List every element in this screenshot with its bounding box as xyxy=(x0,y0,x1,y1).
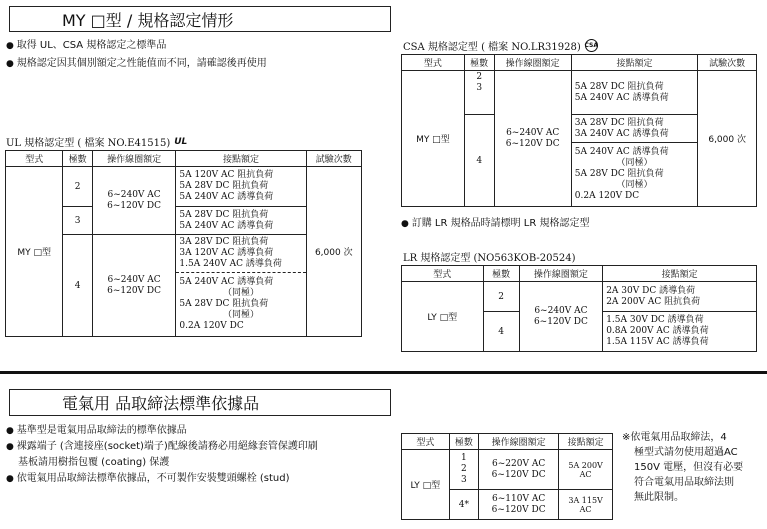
csa-mark-icon: CSA xyxy=(585,39,598,52)
table-header: 極數 xyxy=(464,55,494,71)
ul-caption xyxy=(6,134,187,149)
footnote-line: ※依電氣用品取締法，4 xyxy=(622,432,727,443)
footnote-line: 極型式請勿使用超過AC xyxy=(634,447,738,458)
tests-cell: 6,000 次 xyxy=(698,71,757,207)
contact-line: 3A 28V DC 阻抗負荷 xyxy=(179,237,269,247)
table-header: 型式 xyxy=(402,266,484,282)
contact-cell xyxy=(176,235,306,273)
poles-line: 3 xyxy=(461,475,467,485)
coil-line: 6~120V DC xyxy=(505,138,560,149)
ul-table xyxy=(5,150,362,337)
contact-line: 3A 28V DC 阻抗負荷 xyxy=(574,117,664,128)
coil-line: 6~120V DC xyxy=(491,504,546,515)
contact-cell xyxy=(571,143,698,207)
coil-line: 6~240V AC xyxy=(534,305,588,316)
table-header: 接點額定 xyxy=(176,151,306,167)
contact-line: 2A 30V DC 誘導負荷 xyxy=(606,285,696,296)
contact-line: 5A 120V AC 阻抗負荷 xyxy=(179,170,274,180)
contact-line: 5A 240V AC 誘導負荷 xyxy=(179,220,274,231)
csa-caption-text: CSA 規格認定型 ( 檔案 NO.LR31928) xyxy=(403,42,581,53)
coil-line: 6~120V DC xyxy=(107,285,162,296)
contact-line: 5A 28V DC 阻抗負荷 xyxy=(574,81,664,92)
model-cell: LY □型 xyxy=(402,282,484,352)
contact-line: 3A 240V AC 誘導負荷 xyxy=(574,128,669,139)
table-header: 極數 xyxy=(63,151,92,167)
contact-line: 5A 28V DC 阻抗負荷 xyxy=(179,209,269,220)
coil-line: 6~120V DC xyxy=(107,200,162,211)
coil-line: 6~120V DC xyxy=(533,316,588,327)
coil-line: 6~120V DC xyxy=(491,469,546,480)
contact-line: 0.8A 200V AC 誘導負荷 xyxy=(606,326,709,336)
contact-line: 2A 200V AC 阻抗負荷 xyxy=(606,296,701,307)
contact-line: 5A 240V AC 誘導負荷 xyxy=(179,277,274,287)
section-title-text: MY □型 / 規格認定情形 xyxy=(62,10,234,30)
poles-cell: 4* xyxy=(449,490,478,520)
poles-cell: 2 xyxy=(63,167,92,207)
contact-line: （同極） xyxy=(616,158,653,168)
contact-line: 5A 28V DC 阻抗負荷 xyxy=(574,169,664,179)
coil-line: 6~220V AC xyxy=(492,458,546,469)
coil-cell xyxy=(92,235,176,337)
footnote-line: 無此限制。 xyxy=(634,492,684,503)
model-cell: MY □型 xyxy=(402,71,465,207)
lr-note xyxy=(401,215,589,233)
poles-cell: 3 xyxy=(63,207,92,235)
coil-line: 6~110V AC xyxy=(492,493,546,504)
contact-line: 1.5A 30V DC 誘導負荷 xyxy=(606,315,704,325)
lr-caption xyxy=(403,249,576,264)
pse-table xyxy=(401,433,613,520)
tests-cell: 6,000 次 xyxy=(306,167,361,337)
contact-cell xyxy=(571,115,698,143)
poles-cell xyxy=(464,71,494,115)
section-title-my xyxy=(9,6,391,32)
contact-line: 0.2A 120V DC xyxy=(574,191,640,201)
contact-cell xyxy=(603,282,757,312)
bullet-item: ● 裸露端子 (含連接座(socket)端子)配線後請務必用絕緣套管保護印刷 xyxy=(6,439,318,455)
contact-line: 5A 240V AC 誘導負荷 xyxy=(574,92,669,103)
section-title-pse xyxy=(9,389,391,416)
table-header: 型式 xyxy=(402,434,450,450)
contact-line: 1.5A 240V AC 誘導負荷 xyxy=(179,259,282,269)
contact-line: 5A 28V DC 阻抗負荷 xyxy=(179,181,269,191)
ul-mark-icon: UL xyxy=(174,136,188,147)
contact-line: 0.2A 120V DC xyxy=(179,321,244,331)
csa-caption xyxy=(403,38,598,53)
lr-caption-text: LR 規格認定型 (NO563KOB-20524) xyxy=(403,253,576,264)
lr-note-text: ● 訂購 LR 規格品時請標明 LR 規格認定型 xyxy=(401,215,589,233)
bullet-item: ● 基準型是電氣用品取締法的標準依據品 xyxy=(6,423,318,439)
bullet-item: ● 依電氣用品取締法標準依據品，不可製作安裝雙頭螺栓 (stud) xyxy=(6,471,318,487)
section-divider xyxy=(0,371,767,374)
coil-line: 6~240V AC xyxy=(107,189,161,200)
coil-cell xyxy=(479,450,559,490)
footnote-line: 符合電氣用品取締法則 xyxy=(634,477,734,488)
poles-line: 2 xyxy=(476,72,483,82)
footnote-line: 150V 電壓，但沒有必要 xyxy=(634,462,744,473)
model-cell: LY □型 xyxy=(402,450,450,520)
poles-line: 2 xyxy=(461,464,467,474)
coil-line: 6~240V AC xyxy=(107,274,161,285)
coil-line: 6~240V AC xyxy=(506,127,560,138)
poles-cell: 2 xyxy=(483,282,519,312)
lr-table xyxy=(401,265,757,352)
ul-caption-text: UL 規格認定型 ( 檔案 NO.E41515) xyxy=(6,138,171,149)
table-header: 極數 xyxy=(449,434,478,450)
section-title-text: 電氣用 品取締法標準依據品 xyxy=(62,394,260,413)
bullet-subline: 基板請用樹指包覆 (coating) 保護 xyxy=(18,457,170,468)
table-header: 操作線圈額定 xyxy=(519,266,603,282)
poles-line: 3 xyxy=(476,83,483,93)
contact-line: （同極） xyxy=(222,288,259,298)
contact-line: 3A 120V AC 誘導負荷 xyxy=(179,248,274,258)
contact-line: 5A 240V AC 誘導負荷 xyxy=(574,147,669,157)
poles-line: 1 xyxy=(461,453,467,463)
table-header: 接點額定 xyxy=(559,434,613,450)
contact-line: （同極） xyxy=(616,180,653,190)
table-header: 型式 xyxy=(402,55,465,71)
contact-cell xyxy=(571,71,698,115)
table-header: 操作線圈額定 xyxy=(92,151,176,167)
coil-cell xyxy=(479,490,559,520)
contact-cell: 5A 200V AC xyxy=(559,450,613,490)
table-header: 接點額定 xyxy=(571,55,698,71)
bullet-list-2 xyxy=(6,423,318,487)
poles-cell: 4 xyxy=(483,312,519,352)
model-cell: MY □型 xyxy=(6,167,63,337)
contact-cell xyxy=(176,207,306,235)
contact-line: 5A 28V DC 阻抗負荷 xyxy=(179,299,269,309)
contact-cell xyxy=(176,167,306,207)
bullet-list-1 xyxy=(6,37,267,73)
contact-line: 5A 240V AC 誘導負荷 xyxy=(179,192,274,202)
table-header: 極數 xyxy=(483,266,519,282)
coil-cell xyxy=(92,167,176,235)
bullet-item: ● 取得 UL、CSA 規格認定之標準品 xyxy=(6,37,267,55)
contact-line: （同極） xyxy=(222,310,259,320)
footnote xyxy=(622,430,764,505)
poles-cell: 4 xyxy=(464,115,494,207)
table-header: 接點額定 xyxy=(603,266,757,282)
poles-cell: 4 xyxy=(63,235,92,337)
table-header: 型式 xyxy=(6,151,63,167)
poles-cell xyxy=(449,450,478,490)
contact-line: 1.5A 115V AC 誘導負荷 xyxy=(606,337,709,347)
contact-cell xyxy=(603,312,757,352)
contact-cell: 3A 115V AC xyxy=(559,490,613,520)
coil-cell xyxy=(494,71,571,207)
table-header: 試驗次數 xyxy=(698,55,757,71)
contact-cell xyxy=(176,273,306,337)
table-header: 操作線圈額定 xyxy=(494,55,571,71)
coil-cell xyxy=(519,282,603,352)
table-header: 試驗次數 xyxy=(306,151,361,167)
table-header: 操作線圈額定 xyxy=(479,434,559,450)
csa-table xyxy=(401,54,757,207)
bullet-item: ● 規格認定因其個別額定之性能值而不同，請確認後再使用 xyxy=(6,55,267,73)
